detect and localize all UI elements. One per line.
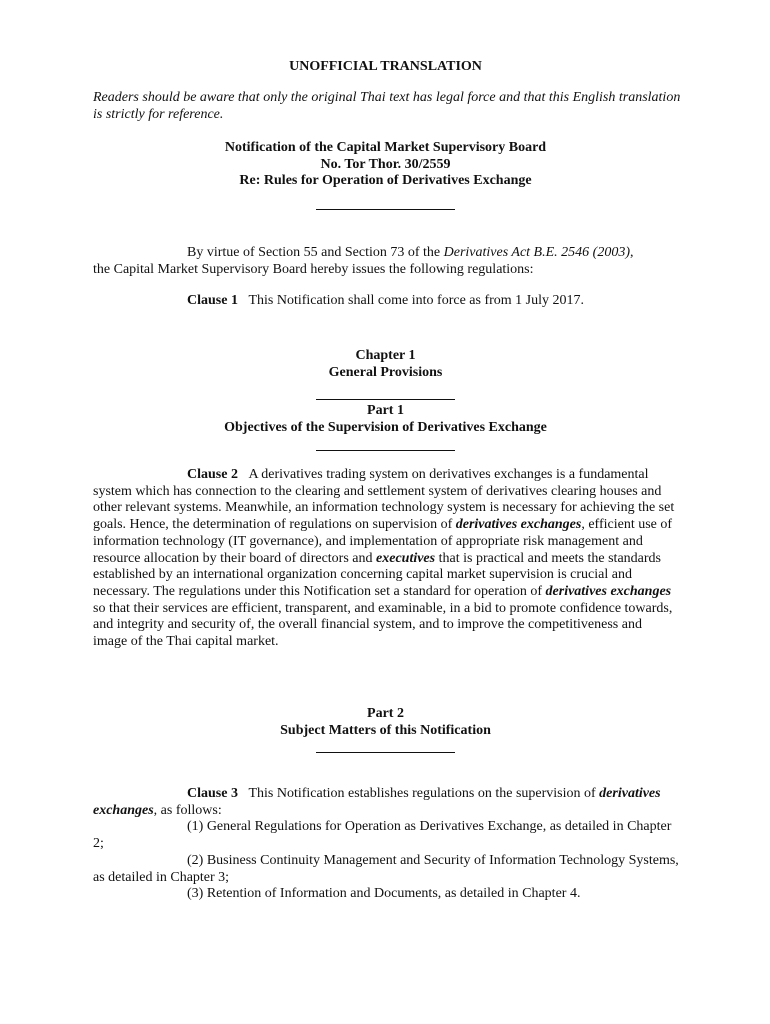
chapter-1-title: Chapter 1 bbox=[355, 348, 416, 363]
clause-2-text-c: that is practical and meets the standards established by an international organization concerning capital market supervision is crucial and necessary. The regulations under this Notification set a standard for operation of bbox=[93, 550, 661, 599]
part-2-heading bbox=[93, 706, 678, 739]
notification-line-2: No. Tor Thor. 30/2559 bbox=[320, 156, 451, 172]
clause-2 bbox=[93, 467, 678, 651]
preamble bbox=[93, 245, 653, 278]
clause-2-text-d: so that their services are efficient, transparent, and examinable, in a bid to promote confidence towards, and integrity and security of, the overall financial system, and to improve the competitiveness and image of the Thai capital market. bbox=[93, 600, 673, 650]
notification-heading bbox=[93, 140, 678, 190]
disclaimer: Readers should be aware that only the original Thai text has legal force and that this English translation is strictly for reference. bbox=[93, 90, 681, 122]
divider-rule bbox=[316, 399, 455, 400]
clause-1 bbox=[93, 293, 678, 310]
divider-rule bbox=[316, 752, 455, 753]
part-1-subtitle: Objectives of the Supervision of Derivatives Exchange bbox=[224, 419, 547, 435]
clause-1-label: Clause 1 bbox=[187, 293, 238, 308]
preamble-before: By virtue of Section 55 and Section 73 of the bbox=[187, 245, 444, 260]
clause-3-text-b: , as follows: bbox=[153, 802, 222, 818]
clause-3-item-1: (1) General Regulations for Operation as Derivatives Exchange, as detailed in Chapter 2; bbox=[93, 819, 672, 852]
document-title: UNOFFICIAL TRANSLATION bbox=[289, 59, 482, 74]
part-1-title: Part 1 bbox=[367, 403, 404, 418]
clause-2-term-b: executives bbox=[376, 550, 436, 566]
part-2-subtitle: Subject Matters of this Notification bbox=[280, 722, 491, 738]
clause-3-text-a: This Notification establishes regulations on the supervision of bbox=[248, 786, 600, 801]
clause-2-label: Clause 2 bbox=[187, 467, 238, 482]
divider-rule bbox=[316, 209, 455, 210]
clause-2-term-a: derivatives exchanges bbox=[455, 517, 582, 533]
clause-1-text: This Notification shall come into force as from 1 July 2017. bbox=[248, 293, 584, 308]
chapter-1-subtitle: General Provisions bbox=[328, 364, 443, 380]
clause-3-term: derivatives exchanges bbox=[93, 786, 661, 818]
clause-2-text-a: A derivatives trading system on derivatives exchanges is a fundamental system which has connection to the clearing and settlement system of derivatives clearing houses and other relevant systems. Meanwhile, an information technology system is necessary for achieving the set goals. Hence, the determination of regulations on supervision of bbox=[93, 467, 675, 533]
clause-3-item-3: (3) Retention of Information and Documents, as detailed in Chapter 4. bbox=[187, 886, 581, 902]
notification-line-1: Notification of the Capital Market Supervisory Board bbox=[224, 140, 547, 155]
preamble-after: , the Capital Market Supervisory Board hereby issues the following regulations: bbox=[93, 245, 634, 277]
clause-3-label: Clause 3 bbox=[187, 786, 238, 801]
clause-3-item-2: (2) Business Continuity Management and Security of Information Technology Systems, as detailed in Chapter 3; bbox=[93, 852, 679, 885]
part-2-title: Part 2 bbox=[367, 706, 404, 721]
divider-rule bbox=[316, 450, 455, 451]
clause-3 bbox=[93, 786, 683, 903]
clause-2-term-c: derivatives exchanges bbox=[545, 583, 672, 599]
chapter-1-heading bbox=[93, 348, 678, 381]
preamble-act: Derivatives Act B.E. 2546 (2003) bbox=[443, 245, 630, 260]
part-1-heading bbox=[93, 403, 678, 436]
clause-2-text-b: , efficient use of information technology (IT governance), and implementation of appropriate risk management and resource allocation by their board of directors and bbox=[93, 517, 673, 566]
notification-line-3: Re: Rules for Operation of Derivatives Exchange bbox=[239, 173, 532, 189]
